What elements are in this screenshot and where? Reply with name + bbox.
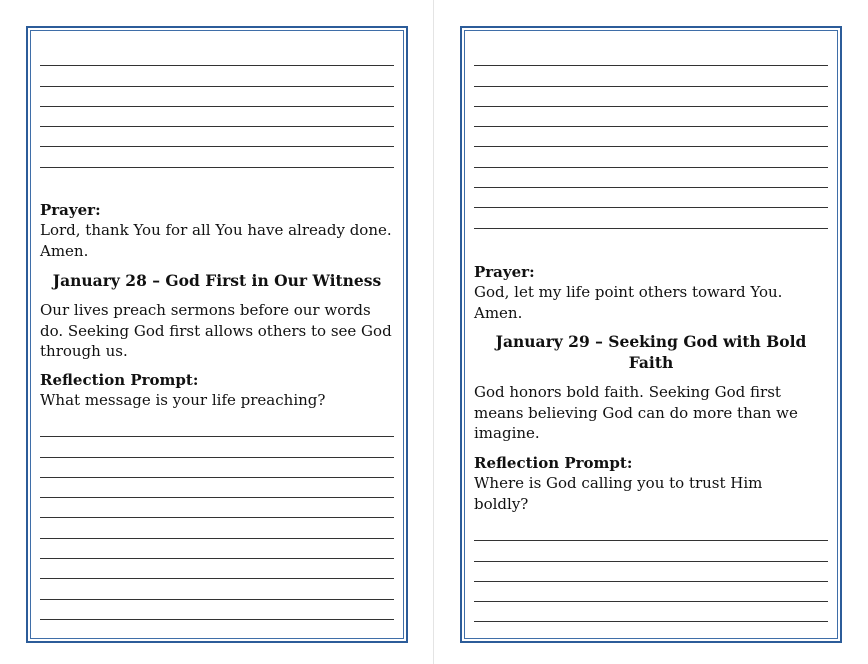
writing-line[interactable] (474, 582, 828, 602)
devotion-heading: January 28 – God First in Our Witness (52, 271, 382, 290)
prayer-section-left (40, 200, 394, 261)
writing-line[interactable] (474, 147, 828, 167)
reflection-label: Reflection Prompt: (40, 371, 199, 389)
writing-line[interactable] (40, 147, 394, 167)
prayer-text: Lord, thank You for all You have already done. Amen. (40, 221, 392, 260)
writing-line[interactable] (40, 458, 394, 478)
writing-line[interactable] (40, 579, 394, 599)
writing-line[interactable] (40, 518, 394, 538)
reflection-section-right (474, 453, 828, 514)
writing-line[interactable] (40, 87, 394, 107)
prayer-label: Prayer: (40, 201, 101, 219)
writing-line[interactable] (40, 437, 394, 457)
devotion-body-right (474, 382, 828, 444)
reflection-section-left (40, 370, 394, 411)
devotion-body: God honors bold faith. Seeking God first means believing God can do more than we imagine. (474, 383, 798, 442)
writing-line[interactable] (474, 87, 828, 107)
devotion-section-left (40, 270, 394, 291)
writing-line[interactable] (474, 562, 828, 582)
writing-line[interactable] (40, 417, 394, 437)
writing-line[interactable] (40, 559, 394, 579)
writing-line[interactable] (474, 208, 828, 228)
writing-line[interactable] (40, 46, 394, 66)
writing-line[interactable] (40, 107, 394, 127)
writing-line[interactable] (474, 168, 828, 188)
journal-page-left (26, 26, 408, 643)
devotion-body-left (40, 300, 394, 362)
writing-line[interactable] (474, 602, 828, 622)
writing-lines-bottom-left (40, 417, 394, 620)
journal-page-right (460, 26, 842, 643)
prayer-label: Prayer: (474, 263, 535, 281)
reflection-text: What message is your life preaching? (40, 391, 326, 409)
writing-line[interactable] (40, 66, 394, 86)
writing-line[interactable] (40, 478, 394, 498)
page-divider (433, 0, 434, 664)
writing-line[interactable] (474, 127, 828, 147)
reflection-label: Reflection Prompt: (474, 454, 633, 472)
prayer-section-right (474, 262, 828, 323)
writing-line[interactable] (474, 541, 828, 561)
devotion-section-right (474, 331, 828, 373)
prayer-text: God, let my life point others toward You. Amen. (474, 283, 783, 322)
writing-line[interactable] (40, 127, 394, 147)
writing-line[interactable] (40, 600, 394, 620)
reflection-text: Where is God calling you to trust Him boldly? (474, 474, 763, 513)
writing-line[interactable] (474, 107, 828, 127)
writing-line[interactable] (40, 539, 394, 559)
writing-lines-top-right (474, 46, 828, 229)
writing-line[interactable] (474, 188, 828, 208)
devotion-heading: January 29 – Seeking God with Bold Faith (495, 332, 807, 372)
writing-line[interactable] (474, 46, 828, 66)
writing-lines-bottom-right (474, 521, 828, 622)
devotion-body: Our lives preach sermons before our words do. Seeking God first allows others to see God through us. (40, 301, 392, 360)
writing-lines-top-left (40, 46, 394, 168)
writing-line[interactable] (474, 66, 828, 86)
writing-line[interactable] (40, 498, 394, 518)
writing-line[interactable] (474, 521, 828, 541)
